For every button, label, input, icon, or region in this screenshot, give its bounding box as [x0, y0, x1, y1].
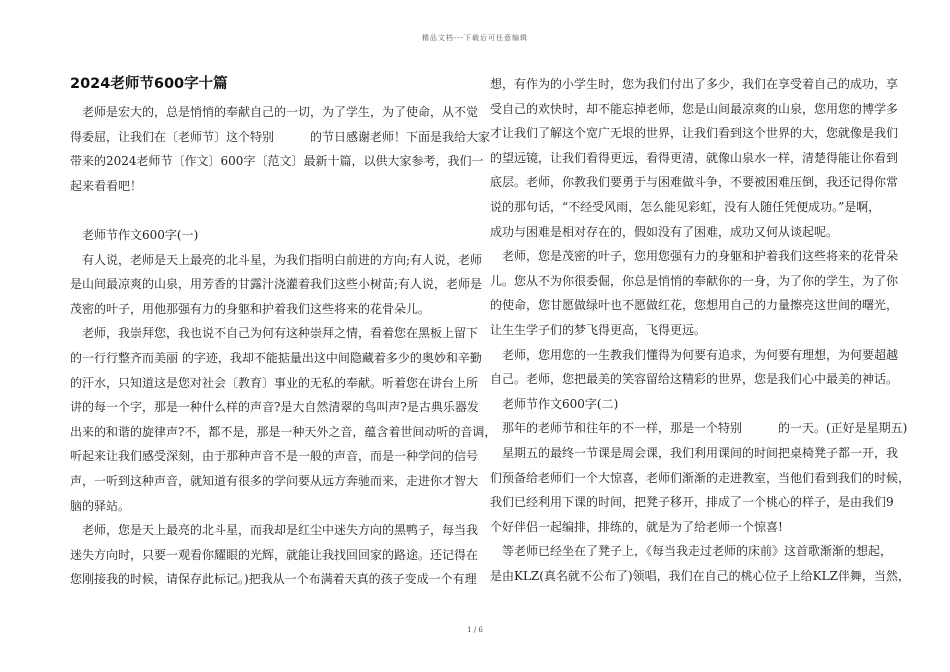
text-line: 您刚接我的时候，请保存此标记。)把我从一个布满着天真的孩子变成一个有理 — [70, 572, 477, 587]
text-line: 个好伴侣一起编排，排练的，就是为了给老师一个惊喜! — [490, 519, 783, 534]
text-line: 老师，您用您的一生教我们懂得为何要有追求，为何要有理想，为何要超越 — [490, 347, 899, 362]
text-line: 底层。老师，你教我们要勇于与困难做斗争，不要被困难压倒，我还记得你常 — [490, 175, 899, 190]
text-line: 老师节作文600字(一) — [70, 227, 199, 242]
text-line: 是山间最凉爽的山泉，用芳香的甘露汁浇灌着我们这些小树苗;有人说，老师是 — [70, 277, 483, 292]
text-line: 出来的和谐的旋律声?不，都不是，那是一种天外之音，蕴含着世间动听的音调， — [70, 424, 497, 439]
text-line: 成功与困难是相对存在的，假如没有了困难，成功又何从谈起呢。 — [490, 224, 839, 239]
text-line: 那年的老师节和往年的不一样，那是一个特别 的一天。(正好是星期五) — [490, 421, 908, 436]
text-line: 是由KLZ(真名就不公布了)领唱，我们在自己的桃心位子上给KLZ伴舞，当然， — [490, 568, 910, 583]
text-line: 说的那句话，“不经受风雨，怎么能见彩虹，没有人随任凭便成功。”是啊， — [490, 199, 881, 214]
page-number: 1 / 6 — [467, 626, 483, 634]
text-line: 迷失方向时，只要一观看你耀眼的光辉，就能让我找回回家的路途。还记得在 — [70, 547, 479, 562]
text-line: 们预备给老师们一个大惊喜，老师们渐渐的走进教室，当他们看到我们的时候， — [490, 470, 911, 485]
text-line: 的汗水，只知道这是您对社会〔教育〕事业的无私的奉献。听着您在讲台上所 — [70, 375, 479, 390]
text-line: 才让我们了解这个宽广无垠的世界，让我们看到这个世界的大，您就像是我们 — [490, 126, 899, 141]
text-line: 起来看看吧！ — [70, 178, 143, 193]
text-line: 声，一听到这种声音，就知道有很多的学问要从远方奔驰而来，走进你才智大 — [70, 473, 479, 488]
right-text-lines — [490, 72, 911, 588]
text-line: 茂密的叶子，用他那强有力的身躯和护着我们这些将来的花骨朵儿。 — [70, 301, 431, 316]
text-line: 老师，我崇拜您，我也说不自己为何有这种崇拜之情，看着您在黑板上留下 — [70, 326, 479, 341]
text-line: 让生生学子们的梦飞得更高，飞得更远。 — [490, 322, 707, 337]
text-line: 听起来让我们感受深刻，由于那种声音不是一般的声音，而是一种学问的信号 — [70, 449, 479, 464]
text-line: 的一行行整齐而美丽 的字迹，我却不能掂量出这中间隐藏着多少的奥妙和辛勤 — [70, 350, 482, 365]
text-line: 自己。老师，您把最美的笑容留给这精彩的世界，您是我们心中最美的神话。 — [490, 372, 899, 387]
text-line: 的望远镜，让我们看得更远，看得更清，就像山泉水一样，清楚得能让你看到 — [490, 150, 899, 165]
text-line: 想，有作为的小学生时，您为我们付出了多少，我们在享受着自己的成功，享 — [490, 77, 899, 91]
text-line — [70, 198, 462, 223]
left-column — [70, 72, 497, 592]
text-line: 脑的驿站。 — [70, 498, 131, 513]
text-line: 的使命，您甘愿做绿叶也不愿做红花，您想用自己的力量擦亮这世间的曙光， — [490, 298, 899, 313]
text-line: 老师是宏大的，总是悄悄的奉献自己的一切，为了学生，为了使命，从不觉 — [70, 105, 479, 119]
document-title: 2024老师节600字十篇 — [70, 76, 228, 92]
page-header: 精品文档---下载后可任意编辑 — [421, 34, 529, 42]
text-line: 等老师已经坐在了凳子上，《每当我走过老师的床前》这首歌渐渐的想起， — [490, 544, 893, 559]
text-line: 老师节作文600字(二) — [490, 396, 619, 411]
text-line: 得委屈，让我们在〔老师节〕这个特别 的节日感谢老师！下面是我给大家 — [70, 129, 491, 144]
left-text-lines — [70, 100, 497, 592]
text-line: 讲的每一个字，那是一种什么样的声音?是大自然清翠的鸟叫声?是古典乐器发 — [70, 400, 479, 415]
right-column — [490, 72, 911, 588]
text-line: 老师，您是茂密的叶子，您用您强有力的身躯和护着我们这些将来的花骨朵 — [490, 249, 899, 264]
text-line: 儿。您从不为你很委倔，你总是悄悄的奉献你的一身，为了你的学生，为了你 — [490, 273, 899, 288]
text-line: 老师，您是天上最亮的北斗星，而我却是红尘中迷失方向的黑鸭子，每当我 — [70, 523, 479, 538]
text-line: 有人说，老师是天上最亮的北斗星，为我们指明白前进的方向;有人说，老师 — [70, 252, 483, 267]
text-line: 受自己的欢快时，却不能忘掉老师，您是山间最凉爽的山泉，您用您的博学多 — [490, 101, 899, 116]
text-line: 星期五的最终一节课是周会课，我们利用课间的时间把桌椅凳子都一开，我 — [490, 445, 899, 460]
text-line: 带来的2024老师节〔作文〕600字〔范文〕最新十篇，以供大家参考，我们一 — [70, 154, 484, 169]
text-line: 我们已经利用下课的时间，把凳子移开，排成了一个桃心的样子，是由我们9 — [490, 495, 894, 510]
